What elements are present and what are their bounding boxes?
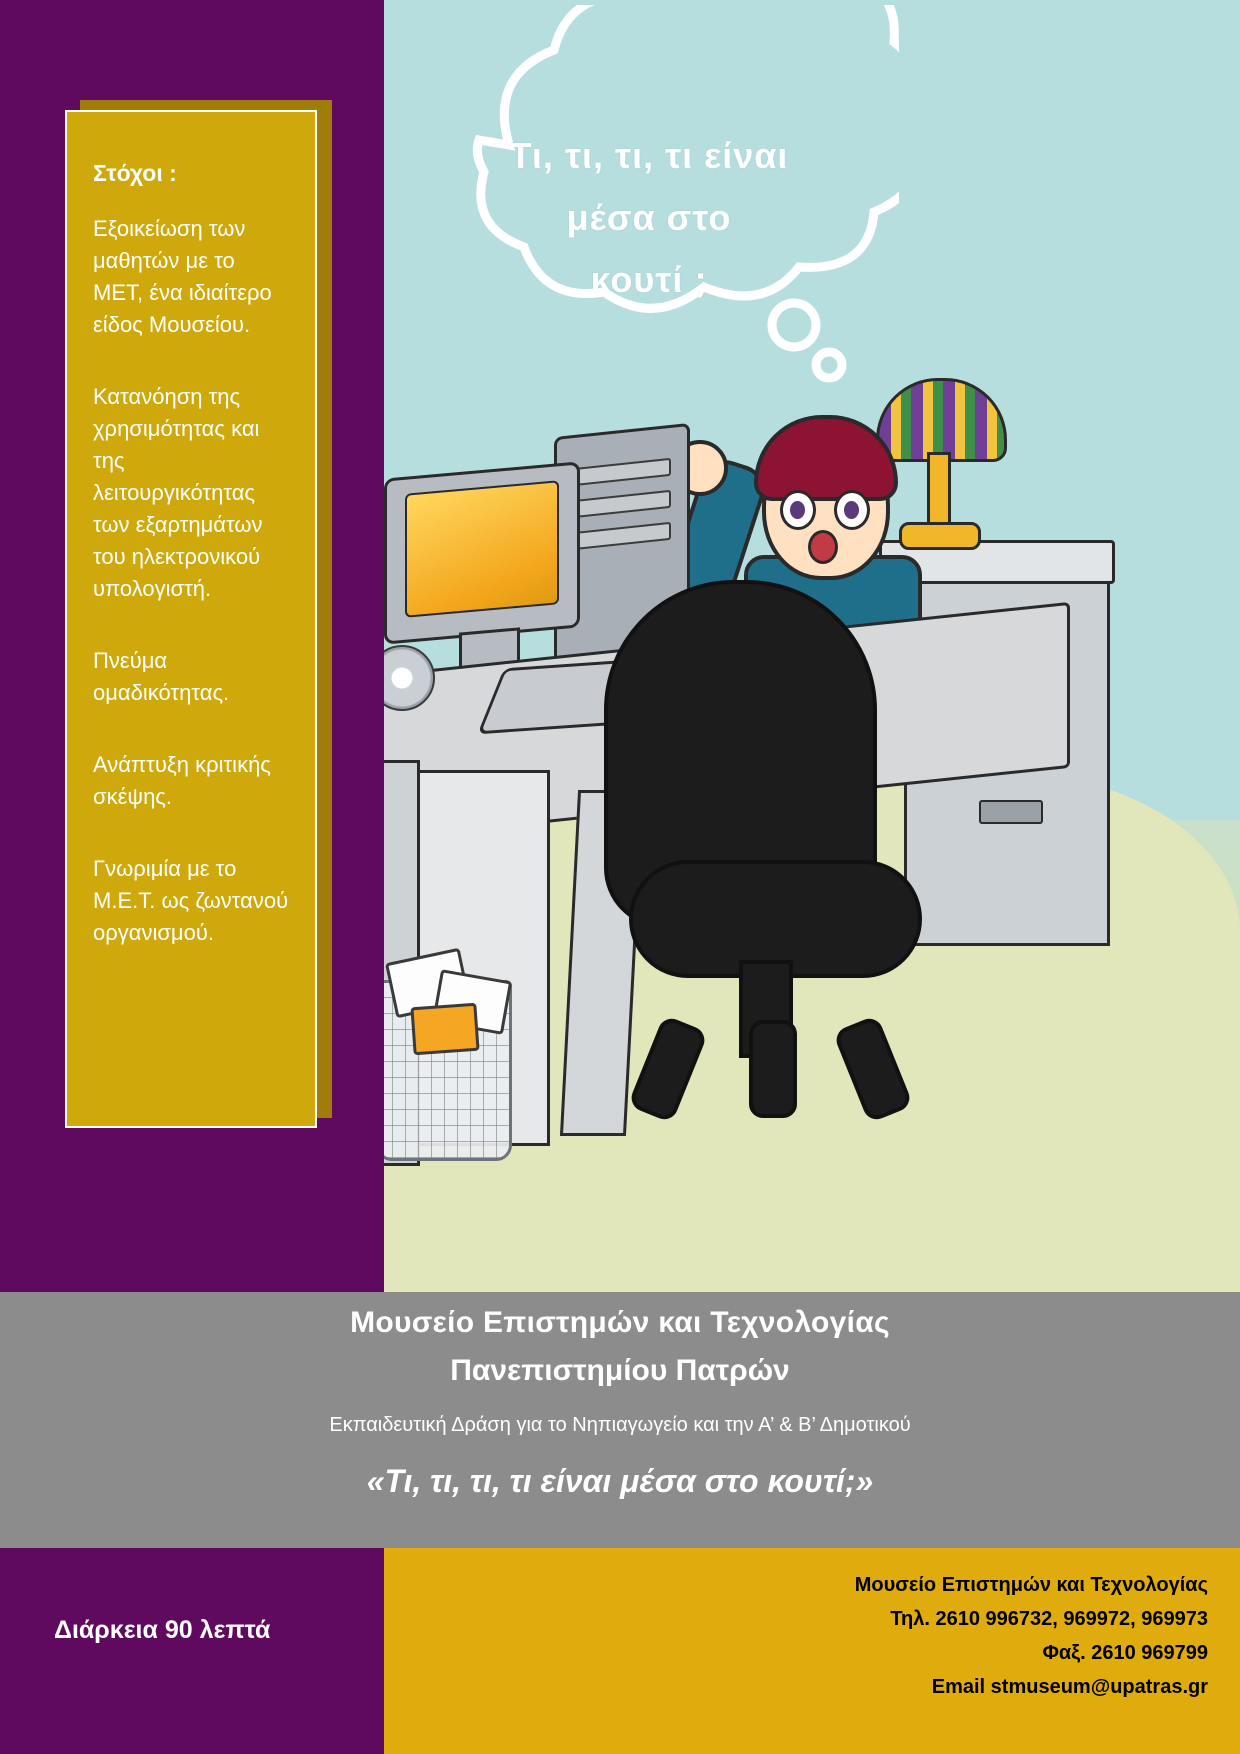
bubble-text: [399, 125, 899, 311]
lamp-base: [899, 522, 981, 550]
scene-illustration: [384, 0, 1240, 1292]
bubble-line-2: μέσα στο: [566, 197, 732, 238]
character-mouth: [808, 530, 838, 564]
cabinet-handle-bottom: [979, 800, 1043, 824]
museum-name-line2: Πανεπιστημίου Πατρών: [450, 1354, 790, 1387]
goal-item: Κατανόηση της χρησιμότητας και της λειτουργικότητας των εξαρτημάτων του ηλεκτρονικού υπολογιστή.: [93, 384, 263, 601]
program-title: «Τι, τι, τι, τι είναι μέσα στο κουτί;»: [366, 1463, 874, 1499]
footer-section: [0, 1548, 1240, 1754]
chair-legs: [644, 1020, 894, 1110]
goal-item: Γνωριμία με το Μ.Ε.Τ. ως ζωντανού οργανισμού.: [93, 856, 289, 945]
monitor-screen: [405, 480, 559, 617]
goal-item: Πνεύμα ομαδικότητας.: [93, 648, 230, 705]
character-eye-left: [780, 490, 816, 530]
contact-museum-name: Μουσείο Επιστημών και Τεχνολογίας: [854, 1574, 1208, 1596]
bubble-line-3: κουτί ;: [590, 259, 708, 300]
goals-panel: [65, 110, 317, 1128]
contact-email: Email stmuseum@upatras.gr: [931, 1676, 1208, 1698]
thought-bubble: [399, 5, 899, 395]
goal-item: Ανάπτυξη κριτικής σκέψης.: [93, 752, 271, 809]
bubble-line-1: Τι, τι, τι, τι είναι: [509, 135, 789, 176]
activity-subtitle: Εκπαιδευτική Δράση για το Νηπιαγωγείο και την Α’ & Β’ Δημοτικού: [329, 1414, 911, 1436]
museum-name-line1: Μουσείο Επιστημών και Τεχνολογίας: [350, 1306, 890, 1339]
character-eye-right: [834, 490, 870, 530]
contact-fax: Φαξ. 2610 969799: [1042, 1642, 1208, 1664]
goals-title: Στόχοι :: [93, 160, 177, 186]
contact-phone: Τηλ. 2610 996732, 969972, 969973: [890, 1608, 1208, 1630]
computer-monitor: [384, 461, 580, 644]
footer-duration-block: [0, 1548, 384, 1754]
duration-text: Διάρκεια 90 λεπτά: [54, 1616, 271, 1644]
goal-item: Εξοικείωση των μαθητών με το ΜΕΤ, ένα ιδιαίτερο είδος Μουσείου.: [93, 216, 272, 337]
crumpled-paper-3: [410, 1003, 479, 1055]
banner-section: [0, 1292, 1240, 1548]
footer-contact-block: [384, 1548, 1240, 1754]
